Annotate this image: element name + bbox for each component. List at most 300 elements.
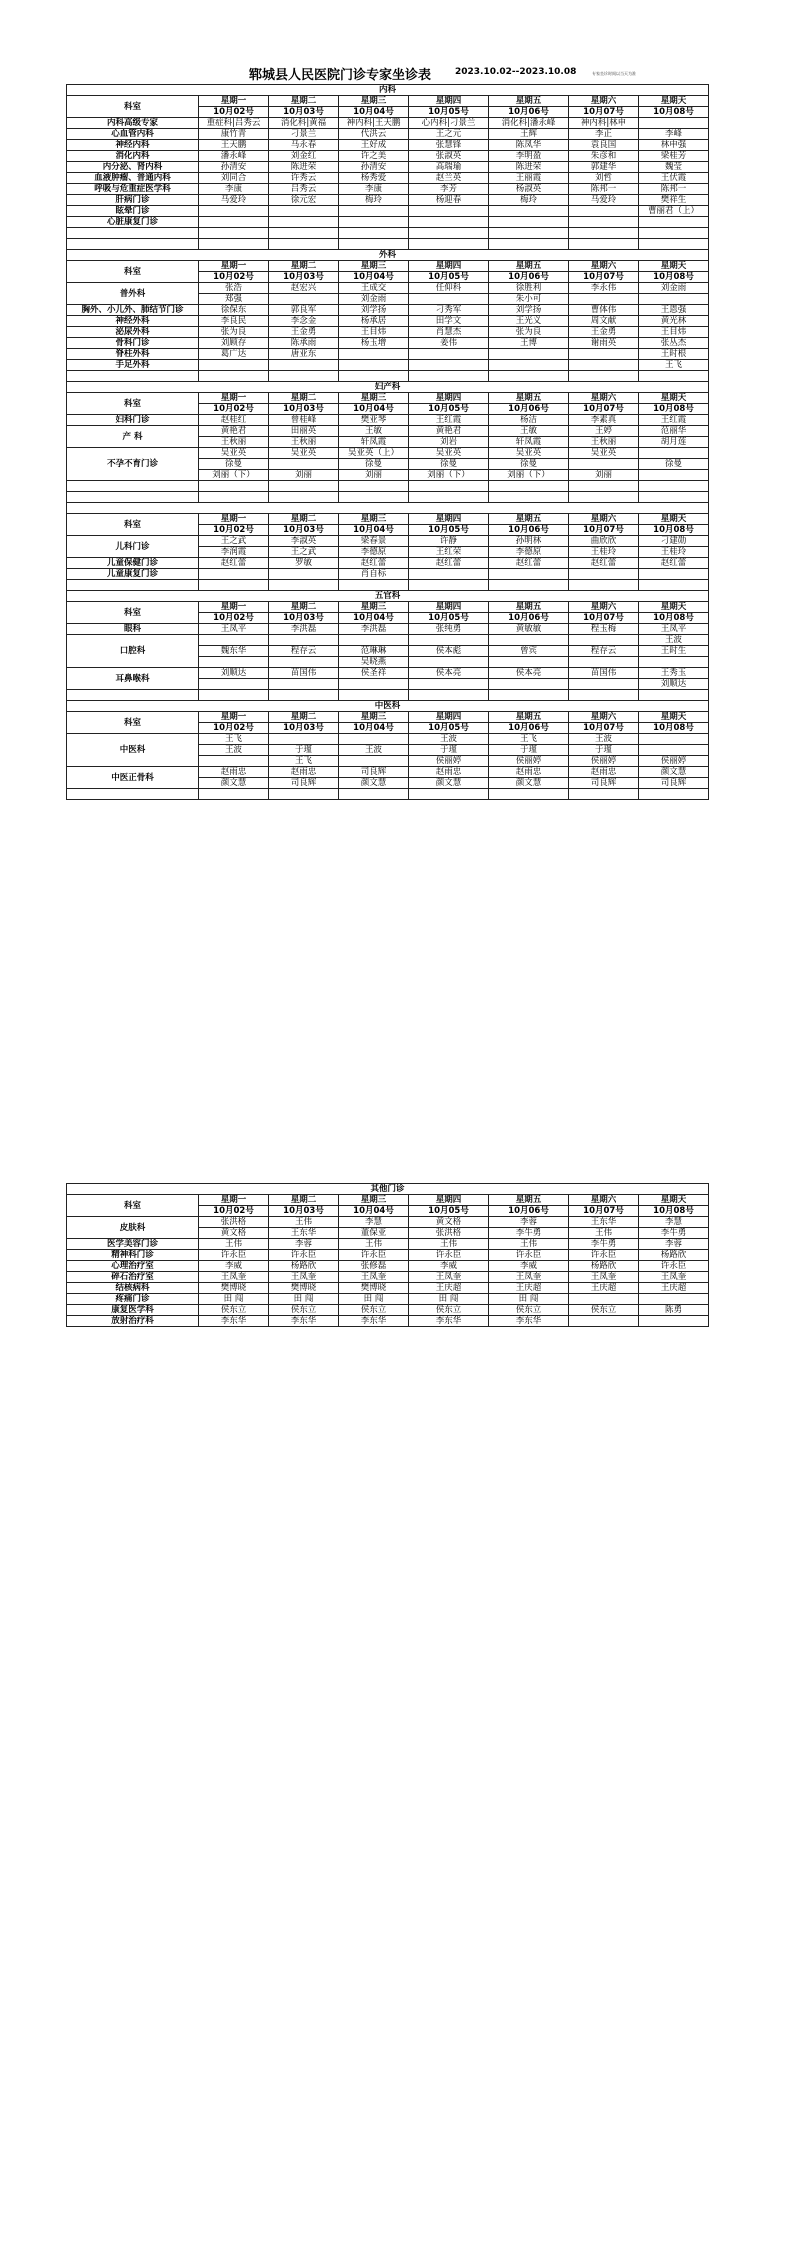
department-name: 胸外、小儿外、肺结节门诊: [67, 305, 199, 316]
date-header: 10月03号: [269, 272, 339, 283]
empty-cell: [269, 789, 339, 800]
doctor-cell: 王波: [409, 734, 489, 745]
doctor-cell: [339, 679, 409, 690]
weekday-header: 星期四: [409, 1195, 489, 1206]
weekday-header: 星期天: [639, 514, 709, 525]
doctor-cell: 肖慧杰: [409, 327, 489, 338]
date-header: 10月03号: [269, 404, 339, 415]
date-header: 10月08号: [639, 404, 709, 415]
weekday-header: 星期六: [569, 96, 639, 107]
doctor-cell: 刘丽（下）: [489, 470, 569, 481]
doctor-cell: 田 闯: [339, 1294, 409, 1305]
doctor-cell: 张丛杰: [639, 338, 709, 349]
doctor-cell: [269, 294, 339, 305]
doctor-cell: 王光义: [489, 316, 569, 327]
weekday-header: 星期三: [339, 602, 409, 613]
doctor-cell: 王之武: [269, 547, 339, 558]
doctor-cell: 王凤奎: [569, 1272, 639, 1283]
doctor-cell: 侯东立: [269, 1305, 339, 1316]
doctor-cell: 刘金雨: [639, 283, 709, 294]
empty-cell: [639, 481, 709, 492]
doctor-cell: 赵雨忠: [199, 767, 269, 778]
department-name: 儿科门诊: [67, 536, 199, 558]
doctor-cell: 颜文慧: [639, 767, 709, 778]
section-title: 妇产科: [67, 382, 709, 393]
date-header: 10月06号: [489, 723, 569, 734]
doctor-cell: 陈进荣: [489, 162, 569, 173]
weekday-header: 星期二: [269, 514, 339, 525]
doctor-cell: 刘丽: [269, 470, 339, 481]
doctor-cell: 李素真: [569, 415, 639, 426]
header-note: 专家坐诊时间以当天为准: [592, 71, 636, 76]
doctor-cell: 王庆超: [639, 1283, 709, 1294]
empty-cell: [269, 239, 339, 250]
doctor-cell: 范琳琳: [339, 646, 409, 657]
section-title-row: [67, 591, 709, 602]
doctor-cell: 赵红蕾: [199, 558, 269, 569]
weekday-header: 星期二: [269, 602, 339, 613]
table-row: [67, 305, 709, 316]
doctor-cell: 曹体伟: [569, 305, 639, 316]
doctor-cell: 刘顾存: [199, 338, 269, 349]
doctor-cell: 王东华: [269, 1228, 339, 1239]
doctor-cell: 王飞: [199, 734, 269, 745]
doctor-cell: 李峰: [639, 129, 709, 140]
doctor-cell: 王伟: [339, 1239, 409, 1250]
department-name: 康复医学科: [67, 1305, 199, 1316]
doctor-cell: 李蓉: [269, 1239, 339, 1250]
date-header: 10月07号: [569, 1206, 639, 1217]
doctor-cell: 王飞: [639, 360, 709, 371]
doctor-cell: 李慧: [639, 1217, 709, 1228]
doctor-cell: 马爱玲: [569, 195, 639, 206]
doctor-cell: 郑强: [199, 294, 269, 305]
date-header: 10月06号: [489, 1206, 569, 1217]
doctor-cell: [409, 294, 489, 305]
table-row: [67, 1217, 709, 1228]
doctor-cell: 王敏: [489, 426, 569, 437]
doctor-cell: 杨秀爱: [339, 173, 409, 184]
doctor-cell: 王秋丽: [569, 437, 639, 448]
doctor-cell: 曹丽君（上）: [639, 206, 709, 217]
empty-cell: [569, 228, 639, 239]
date-header: 10月07号: [569, 723, 639, 734]
keshi-header: 科室: [67, 514, 199, 536]
doctor-cell: 心内科|刁景兰: [409, 118, 489, 129]
doctor-cell: 程存云: [569, 646, 639, 657]
doctor-cell: 刁秀军: [409, 305, 489, 316]
weekday-header: 星期五: [489, 261, 569, 272]
department-name: 放射治疗科: [67, 1316, 199, 1327]
doctor-cell: [489, 679, 569, 690]
weekday-header: 星期六: [569, 514, 639, 525]
doctor-cell: 张洪格: [409, 1228, 489, 1239]
doctor-cell: 田 闯: [489, 1294, 569, 1305]
table-row: [67, 1239, 709, 1250]
doctor-cell: 陈承雨: [269, 338, 339, 349]
doctor-cell: 李东华: [339, 1316, 409, 1327]
doctor-cell: 董保亚: [339, 1228, 409, 1239]
table-row: [67, 1261, 709, 1272]
empty-cell: [569, 789, 639, 800]
spacer-row: [67, 580, 709, 591]
doctor-cell: 陈进荣: [269, 162, 339, 173]
doctor-cell: 李良民: [199, 316, 269, 327]
doctor-cell: 潘永峰: [199, 151, 269, 162]
doctor-cell: [339, 349, 409, 360]
doctor-cell: [489, 657, 569, 668]
doctor-cell: 王凤奎: [199, 1272, 269, 1283]
doctor-cell: [569, 569, 639, 580]
doctor-cell: 李东华: [409, 1316, 489, 1327]
weekday-header: 星期天: [639, 712, 709, 723]
empty-cell: [339, 371, 409, 382]
weekday-row: [67, 712, 709, 723]
doctor-cell: 谢雨英: [569, 338, 639, 349]
doctor-cell: 赵雨忠: [489, 767, 569, 778]
doctor-cell: [639, 118, 709, 129]
doctor-cell: 袁良国: [569, 140, 639, 151]
doctor-cell: 郭良军: [269, 305, 339, 316]
weekday-header: 星期六: [569, 393, 639, 404]
doctor-cell: 胡月莲: [639, 437, 709, 448]
doctor-cell: 司良辉: [269, 778, 339, 789]
doctor-cell: 陈凤华: [489, 140, 569, 151]
doctor-cell: 许永臣: [489, 1250, 569, 1261]
doctor-cell: 刘哲: [569, 173, 639, 184]
spacer-row: [67, 789, 709, 800]
doctor-cell: 黄文格: [199, 1228, 269, 1239]
section-title-row: [67, 85, 709, 96]
doctor-cell: 刘学扬: [339, 305, 409, 316]
empty-cell: [569, 580, 639, 591]
spacer-row: [67, 492, 709, 503]
page-header: [66, 62, 708, 82]
weekday-header: 星期天: [639, 393, 709, 404]
doctor-cell: [339, 217, 409, 228]
doctor-cell: 神内科|王天鹏: [339, 118, 409, 129]
doctor-cell: 王凤奎: [269, 1272, 339, 1283]
table-row: [67, 426, 709, 437]
doctor-cell: 马永春: [269, 140, 339, 151]
doctor-cell: [639, 734, 709, 745]
empty-cell: [569, 690, 639, 701]
section-title-row: [67, 503, 709, 514]
doctor-cell: 曾桂峰: [269, 415, 339, 426]
doctor-cell: [409, 569, 489, 580]
empty-cell: [489, 789, 569, 800]
department-name: 耳鼻喉科: [67, 668, 199, 690]
empty-cell: [199, 239, 269, 250]
doctor-cell: 赵雨忠: [269, 767, 339, 778]
doctor-cell: 王敏: [339, 426, 409, 437]
doctor-cell: 吕秀云: [269, 184, 339, 195]
doctor-cell: [339, 206, 409, 217]
date-header: 10月03号: [269, 613, 339, 624]
doctor-cell: 李蓉: [639, 1239, 709, 1250]
doctor-cell: 王之武: [199, 536, 269, 547]
doctor-cell: 王伟: [269, 1217, 339, 1228]
doctor-cell: [269, 734, 339, 745]
weekday-header: 星期天: [639, 1195, 709, 1206]
doctor-cell: 李康: [199, 184, 269, 195]
doctor-cell: 司良辉: [639, 778, 709, 789]
table-row: [67, 184, 709, 195]
date-header: 10月04号: [339, 404, 409, 415]
doctor-cell: 樊博晓: [199, 1283, 269, 1294]
table-row: [67, 1250, 709, 1261]
date-range: 2023.10.02--2023.10.08: [455, 67, 577, 77]
doctor-cell: 梁桂芳: [639, 151, 709, 162]
weekday-header: 星期三: [339, 261, 409, 272]
doctor-cell: 赵红蕾: [409, 558, 489, 569]
doctor-cell: 王波: [199, 745, 269, 756]
doctor-cell: 颜文慧: [199, 778, 269, 789]
doctor-cell: 刘同合: [199, 173, 269, 184]
doctor-cell: 杨路欣: [569, 1261, 639, 1272]
weekday-header: 星期五: [489, 1195, 569, 1206]
doctor-cell: 王伟: [199, 1239, 269, 1250]
doctor-cell: 李德原: [339, 547, 409, 558]
doctor-cell: [199, 217, 269, 228]
section-title: 外科: [67, 250, 709, 261]
table-row: [67, 195, 709, 206]
doctor-cell: 王红霞: [409, 415, 489, 426]
weekday-row: [67, 514, 709, 525]
doctor-cell: [409, 679, 489, 690]
doctor-cell: 王红荣: [409, 547, 489, 558]
empty-cell: [409, 481, 489, 492]
doctor-cell: 苗国伟: [269, 668, 339, 679]
doctor-cell: 杨洁: [489, 415, 569, 426]
department-name: 口腔科: [67, 635, 199, 668]
empty-cell: [67, 789, 199, 800]
date-header: 10月07号: [569, 525, 639, 536]
doctor-cell: 王凤奎: [639, 1272, 709, 1283]
date-header: 10月05号: [409, 107, 489, 118]
weekday-row: [67, 602, 709, 613]
table-row: [67, 1316, 709, 1327]
doctor-cell: 刘金雨: [339, 294, 409, 305]
doctor-cell: 王婷: [569, 426, 639, 437]
empty-cell: [489, 690, 569, 701]
weekday-header: 星期四: [409, 514, 489, 525]
date-header: 10月05号: [409, 613, 489, 624]
date-header: 10月06号: [489, 613, 569, 624]
empty-cell: [269, 228, 339, 239]
doctor-cell: 王凤平: [199, 624, 269, 635]
doctor-cell: 王波: [339, 745, 409, 756]
table-row: [67, 734, 709, 745]
doctor-cell: 曲欣欣: [569, 536, 639, 547]
date-header: 10月06号: [489, 525, 569, 536]
doctor-cell: [409, 217, 489, 228]
department-name: 普外科: [67, 283, 199, 305]
doctor-cell: 李东华: [269, 1316, 339, 1327]
weekday-header: 星期五: [489, 96, 569, 107]
doctor-cell: 李润霞: [199, 547, 269, 558]
doctor-cell: 王目炜: [339, 327, 409, 338]
doctor-cell: 侯丽婷: [489, 756, 569, 767]
table-row: [67, 1272, 709, 1283]
doctor-cell: 李念金: [269, 316, 339, 327]
department-name: 呼吸与危重症医学科: [67, 184, 199, 195]
table-row: [67, 129, 709, 140]
doctor-cell: [489, 635, 569, 646]
doctor-cell: 王辉: [489, 129, 569, 140]
keshi-header: 科室: [67, 602, 199, 624]
table-row: [67, 536, 709, 547]
date-header: 10月04号: [339, 723, 409, 734]
doctor-cell: 王成交: [339, 283, 409, 294]
doctor-cell: 樊亚琴: [339, 415, 409, 426]
empty-cell: [409, 239, 489, 250]
department-name: 眩晕门诊: [67, 206, 199, 217]
table-row: [67, 151, 709, 162]
date-header: 10月08号: [639, 107, 709, 118]
doctor-cell: 王凤平: [639, 624, 709, 635]
doctor-cell: 于瑾: [409, 745, 489, 756]
doctor-cell: 王伟: [409, 1239, 489, 1250]
doctor-cell: 刘顺达: [199, 668, 269, 679]
empty-cell: [489, 371, 569, 382]
table-row: [67, 635, 709, 646]
department-name: 心理治疗室: [67, 1261, 199, 1272]
department-name: 心血管内科: [67, 129, 199, 140]
doctor-cell: [639, 448, 709, 459]
date-header: 10月06号: [489, 404, 569, 415]
doctor-cell: 徐曼: [199, 459, 269, 470]
doctor-cell: 张洪格: [199, 1217, 269, 1228]
table-row: [67, 624, 709, 635]
doctor-cell: 康竹青: [199, 129, 269, 140]
schedule-table-main: [66, 84, 709, 800]
doctor-cell: 张为良: [199, 327, 269, 338]
empty-cell: [639, 492, 709, 503]
doctor-cell: 王飞: [269, 756, 339, 767]
doctor-cell: 孙清安: [339, 162, 409, 173]
doctor-cell: 于瑾: [569, 745, 639, 756]
table-row: [67, 1294, 709, 1305]
weekday-header: 星期二: [269, 96, 339, 107]
doctor-cell: 吴亚英: [409, 448, 489, 459]
doctor-cell: 李洪磊: [269, 624, 339, 635]
weekday-header: 星期二: [269, 712, 339, 723]
weekday-header: 星期六: [569, 1195, 639, 1206]
weekday-header: 星期一: [199, 602, 269, 613]
doctor-cell: [489, 206, 569, 217]
doctor-cell: 李明盈: [489, 151, 569, 162]
doctor-cell: 樊祥生: [639, 195, 709, 206]
date-header: 10月08号: [639, 272, 709, 283]
doctor-cell: 李永伟: [569, 283, 639, 294]
spacer-row: [67, 481, 709, 492]
keshi-header: 科室: [67, 393, 199, 415]
date-header: 10月05号: [409, 1206, 489, 1217]
doctor-cell: [489, 349, 569, 360]
doctor-cell: 侯东立: [199, 1305, 269, 1316]
spacer-row: [67, 228, 709, 239]
doctor-cell: [569, 360, 639, 371]
weekday-header: 星期天: [639, 96, 709, 107]
department-name: 结核病科: [67, 1283, 199, 1294]
doctor-cell: [569, 657, 639, 668]
doctor-cell: 许静: [409, 536, 489, 547]
doctor-cell: [639, 217, 709, 228]
doctor-cell: 赵雨忠: [569, 767, 639, 778]
table-row: [67, 217, 709, 228]
doctor-cell: 张慧锋: [409, 140, 489, 151]
date-header: 10月05号: [409, 525, 489, 536]
section-title: 其他门诊: [67, 1184, 709, 1195]
department-name: 妇科门诊: [67, 415, 199, 426]
doctor-cell: 侯丽婷: [409, 756, 489, 767]
doctor-cell: 林申强: [639, 140, 709, 151]
doctor-cell: 梁春景: [339, 536, 409, 547]
doctor-cell: 许永臣: [569, 1250, 639, 1261]
doctor-cell: [569, 635, 639, 646]
department-name: 骨科门诊: [67, 338, 199, 349]
doctor-cell: 吴亚英: [199, 448, 269, 459]
empty-cell: [339, 580, 409, 591]
doctor-cell: 侯本亮: [409, 668, 489, 679]
doctor-cell: 王秋丽: [269, 437, 339, 448]
date-header: 10月07号: [569, 107, 639, 118]
doctor-cell: 赵宏兴: [269, 283, 339, 294]
empty-cell: [639, 371, 709, 382]
doctor-cell: 樊博晓: [339, 1283, 409, 1294]
doctor-cell: [639, 1294, 709, 1305]
keshi-header: 科室: [67, 96, 199, 118]
doctor-cell: 王金勇: [269, 327, 339, 338]
weekday-header: 星期一: [199, 393, 269, 404]
doctor-cell: 李蓉: [489, 1217, 569, 1228]
doctor-cell: 朱小可: [489, 294, 569, 305]
weekday-header: 星期四: [409, 393, 489, 404]
doctor-cell: 王恩强: [639, 305, 709, 316]
doctor-cell: [489, 217, 569, 228]
empty-cell: [639, 239, 709, 250]
doctor-cell: 黄艳君: [409, 426, 489, 437]
doctor-cell: 田 闯: [269, 1294, 339, 1305]
doctor-cell: 王桂玲: [639, 547, 709, 558]
doctor-cell: 许秀云: [269, 173, 339, 184]
weekday-header: 星期五: [489, 514, 569, 525]
doctor-cell: 陈邦一: [639, 184, 709, 195]
doctor-cell: 黄敏敏: [489, 624, 569, 635]
doctor-cell: 田丽英: [269, 426, 339, 437]
doctor-cell: 侯东立: [569, 1305, 639, 1316]
doctor-cell: 许永臣: [339, 1250, 409, 1261]
empty-cell: [569, 239, 639, 250]
table-row: [67, 569, 709, 580]
empty-cell: [199, 789, 269, 800]
doctor-cell: [639, 657, 709, 668]
empty-cell: [67, 580, 199, 591]
doctor-cell: 徐曼: [489, 459, 569, 470]
empty-cell: [409, 789, 489, 800]
doctor-cell: 许永臣: [199, 1250, 269, 1261]
empty-cell: [639, 228, 709, 239]
doctor-cell: 葛广达: [199, 349, 269, 360]
table-row: [67, 173, 709, 184]
doctor-cell: [199, 635, 269, 646]
doctor-cell: 张为良: [489, 327, 569, 338]
doctor-cell: 吴晓燕: [339, 657, 409, 668]
department-name: 肝病门诊: [67, 195, 199, 206]
weekday-header: 星期一: [199, 1195, 269, 1206]
doctor-cell: 刘丽（下）: [199, 470, 269, 481]
